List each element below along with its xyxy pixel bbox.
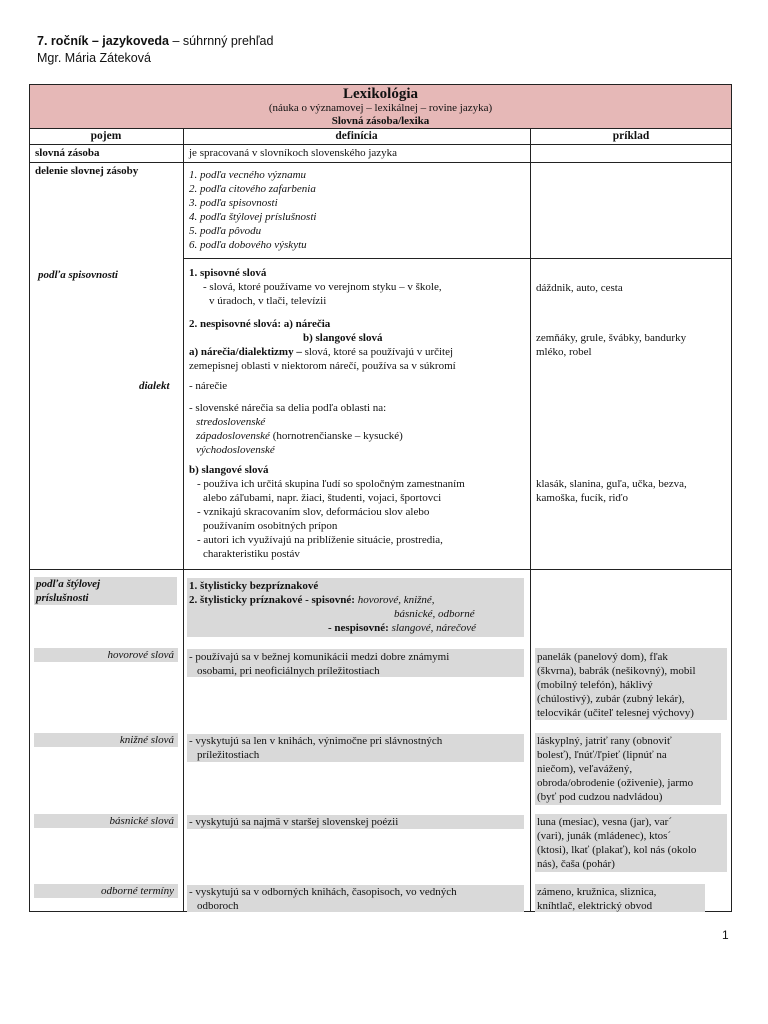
example-slang-2: kamoška, fucík, riďo [536,492,629,504]
stylova-s2-label: 2. štylisticky príznakové - spisovné: [189,594,355,606]
stylova-s2 [189,593,435,607]
spisovne-line2: v úradoch, v tlači, televízii [209,295,327,307]
row-divider [29,144,732,145]
slang-title: b) slangové slová [189,464,269,476]
table-title-sub2: Slovná zásoba/lexika [331,115,430,127]
stylova-s3 [328,621,476,635]
stylova-s3-label: - nespisovné: [328,622,389,634]
row-divider [183,258,732,259]
hovorove-def-2: osobami, pri neoficiálnych príležitostiach [197,665,380,677]
nespisovne-title: 2. nespisovné slová: a) nárečia [189,318,331,330]
slang-line: - vznikajú skracovaním slov, deformáciou slov alebo [197,506,430,518]
term-stylova-2: príslušnosti [36,592,89,604]
column-header-definicia: definícia [335,130,378,142]
narecia-line2: zemepisnej oblasti v niektorom nárečí, používa sa v súkromí [189,360,456,372]
narecie-item: - nárečie [189,380,228,392]
document-author: Mgr. Mária Záteková [37,51,151,65]
dialect-western-note: (hornotrenčianske – kysucké) [269,430,403,442]
knizne-example: niečom), veľavážený, [537,763,633,775]
basnicke-example: (vari), junák (mládenec), ktos´ [537,830,672,842]
knizne-def-2: príležitostiach [197,749,260,761]
basnicke-example: nás), čaša (pohár) [537,858,615,870]
list-item: 4. podľa štýlovej príslušnosti [189,211,317,223]
term-slovna-zasoba: slovná zásoba [35,147,100,159]
term-hovorove: hovorové slová [34,648,178,662]
column-header-pojem: pojem [90,130,122,142]
table-title: Lexikológia [342,86,418,102]
column-divider-2 [530,129,531,912]
column-header-priklad: príklad [612,130,650,142]
odborne-def-2: odboroch [197,900,239,912]
term-odborne: odborné termíny [34,884,178,898]
slang-line: - autori ich využívajú na priblíženie situácie, prostredia, [197,534,443,546]
document-header-line1 [37,34,273,48]
column-divider-1 [183,129,184,912]
dialect-western [196,429,403,443]
stylova-s2-values: hovorové, knižné, [354,594,435,606]
basnicke-def-1: - vyskytujú sa najmä v staršej slovenskej poézii [189,816,399,828]
page-number: 1 [722,928,729,942]
definition-slovna-zasoba: je spracovaná v slovníkoch slovenského jazyka [189,147,398,159]
slang-line: charakteristiku postáv [203,548,300,560]
hovorove-def-1: - používajú sa v bežnej komunikácii medzi dobre známymi [189,651,450,663]
hovorove-example: (mobilný telefón), háklivý [537,679,653,691]
header-subtitle: – súhrnný prehľad [169,34,274,48]
stylova-s2-line2: básnické, odborné [394,608,475,620]
term-spisovnost: podľa spisovnosti [38,269,118,281]
hovorove-example: panelák (panelový dom), fľak [537,651,668,663]
basnicke-example: luna (mesiac), vesna (jar), var´ [537,816,672,828]
term-dialekt: dialekt [139,380,170,392]
table-title-sub: (náuka o významovej – lexikálnej – rovine jazyka) [268,102,493,114]
stylova-s3-values: slangové, nárečové [388,622,477,634]
row-divider [29,162,732,163]
odborne-def-1: - vyskytujú sa v odborných knihách, časopisoch, vo vedných [189,886,457,898]
dialect-central: stredoslovenské [196,416,266,428]
knizne-example: láskyplný, jatriť rany (obnoviť [537,735,672,747]
list-item: 1. podľa vecného významu [189,169,307,181]
term-stylova-1: podľa štýlovej [36,578,101,590]
list-item: 6. podľa dobového výskytu [189,239,307,251]
knizne-example: (byť pod cudzou nadvládou) [537,791,663,803]
example-narecia-2: mléko, robel [536,346,592,358]
narecia-label: a) nárečia/dialektizmy – [189,346,302,358]
list-item: 3. podľa spisovnosti [189,197,278,209]
list-item: 5. podľa pôvodu [189,225,262,237]
odborne-example: zámeno, kružnica, sliznica, [537,886,657,898]
table-title-band [29,84,732,129]
knizne-def-1: - vyskytujú sa len v knihách, výnimočne pri slávnostných [189,735,443,747]
knizne-example: obroda/obrodenie (oživenie), jarmo [537,777,694,789]
term-delenie: delenie slovnej zásoby [35,165,139,177]
odborne-example: kníhtlač, elektrický obvod [537,900,653,912]
knizne-example: bolesť), ľnúť/ľpieť (lipnúť na [537,749,667,761]
hovorove-example: (chúlostivý), zubár (zubný lekár), [537,693,685,705]
stylova-s1: 1. štylisticky bezpríznakové [189,580,319,592]
basnicke-example: (ktosi), lkať (plakať), kol nás (okolo [537,844,697,856]
slang-line: používaním osobitných prípon [203,520,338,532]
nespisovne-b: b) slangové slová [303,332,383,344]
narecia-definition [189,345,453,359]
slang-line: - používa ich určitá skupina ľudí so spoločným zamestnaním [197,478,465,490]
spisovne-title: 1. spisovné slová [189,267,267,279]
hovorove-example: (škvrna), babrák (nešikovný), mobil [537,665,696,677]
slang-line: alebo záľubami, napr. žiaci, študenti, vojaci, športovci [203,492,442,504]
dialect-western-name: západoslovenské [196,430,270,442]
spisovne-line1: - slová, ktoré používame vo verejnom styku – v škole, [203,281,442,293]
list-item: 2. podľa citového zafarbenia [189,183,316,195]
narecia-text: slová, ktoré sa používajú v určitej [301,346,454,358]
example-spisovne: dáždnik, auto, cesta [536,282,623,294]
example-narecia-1: zemňáky, grule, švábky, bandurky [536,332,687,344]
term-knizne: knižné slová [34,733,178,747]
header-grade-topic: 7. ročník – jazykoveda [37,34,170,48]
example-slang-1: klasák, slanina, guľa, učka, bezva, [536,478,687,490]
term-basnicke: básnické slová [34,814,178,828]
hovorove-example: telocvikár (učiteľ telesnej výchovy) [537,707,694,719]
narecia-delia: - slovenské nárečia sa delia podľa oblasti na: [189,402,387,414]
dialect-eastern: východoslovenské [196,444,275,456]
row-divider [29,569,732,570]
